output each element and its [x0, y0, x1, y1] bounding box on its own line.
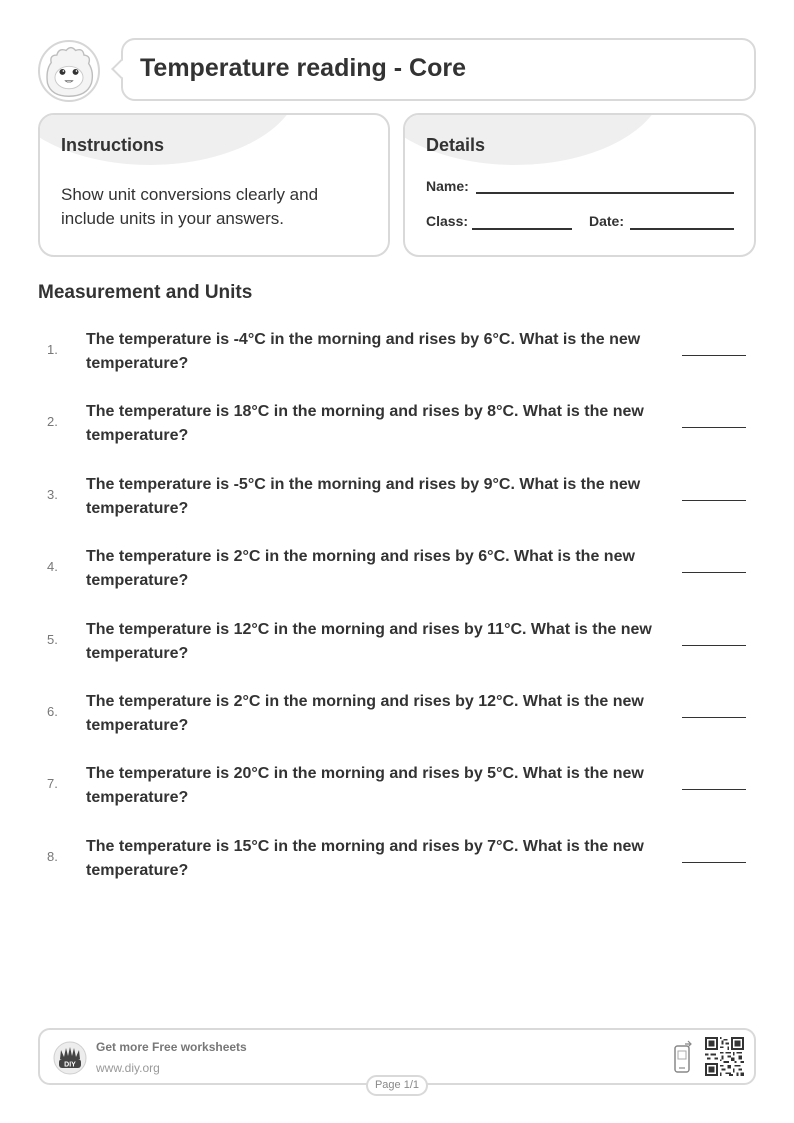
question-item	[38, 762, 748, 822]
answer-line[interactable]	[682, 789, 746, 790]
question-number: 5.	[47, 632, 58, 647]
question-item	[38, 473, 748, 533]
question-text: The temperature is 15°C in the morning and rises by 7°C. What is the new temperature?	[86, 838, 644, 879]
answer-line[interactable]	[682, 862, 746, 863]
answer-line[interactable]	[682, 572, 746, 573]
class-field[interactable]	[472, 228, 572, 230]
question-text: The temperature is 12°C in the morning and rises by 11°C. What is the new temperature?	[86, 621, 652, 662]
question-number: 3.	[47, 487, 58, 502]
section-title: Measurement and Units	[38, 282, 253, 303]
question-number: 1.	[47, 342, 58, 357]
question-number: 6.	[47, 704, 58, 719]
page-indicator: Page 1/1	[366, 1075, 428, 1096]
date-label: Date:	[589, 213, 625, 229]
page-title: Temperature reading - Core	[140, 54, 467, 82]
qr-code-icon	[705, 1037, 744, 1076]
answer-line[interactable]	[682, 500, 746, 501]
question-number: 8.	[47, 849, 58, 864]
question-number: 4.	[47, 559, 58, 574]
question-text: The temperature is 20°C in the morning and rises by 5°C. What is the new temperature?	[86, 765, 644, 806]
question-text: The temperature is 2°C in the morning and rises by 12°C. What is the new temperature?	[86, 693, 644, 734]
yeti-mascot-icon	[38, 40, 100, 102]
question-number: 2.	[47, 414, 58, 429]
question-item	[38, 545, 748, 605]
answer-line[interactable]	[682, 717, 746, 718]
question-text: The temperature is -4°C in the morning and rises by 6°C. What is the new temperature?	[86, 331, 641, 372]
question-text: The temperature is 18°C in the morning and rises by 8°C. What is the new temperature?	[86, 403, 644, 444]
details-heading: Details	[426, 135, 486, 155]
details-panel	[403, 113, 756, 257]
footer-title: Get more Free worksheets	[96, 1040, 247, 1054]
phone-icon	[673, 1040, 693, 1074]
name-label: Name:	[426, 178, 469, 194]
title-box	[121, 38, 756, 101]
question-item	[38, 400, 748, 460]
question-item	[38, 835, 748, 895]
name-field[interactable]	[476, 192, 734, 194]
logo-text: DIY	[64, 1061, 76, 1069]
question-item	[38, 328, 748, 388]
question-item	[38, 690, 748, 750]
answer-line[interactable]	[682, 645, 746, 646]
footer-link[interactable]: www.diy.org	[96, 1061, 160, 1075]
class-label: Class:	[426, 213, 469, 229]
answer-line[interactable]	[682, 427, 746, 428]
instructions-heading: Instructions	[61, 135, 165, 155]
question-item	[38, 618, 748, 678]
question-text: The temperature is -5°C in the morning and rises by 9°C. What is the new temperature?	[86, 476, 641, 517]
answer-line[interactable]	[682, 355, 746, 356]
date-field[interactable]	[630, 228, 734, 230]
diy-logo-icon[interactable]	[53, 1041, 87, 1075]
instructions-text: Show unit conversions clearly and include units in your answers.	[61, 185, 319, 228]
speech-bubble-tail	[111, 59, 131, 79]
question-number: 7.	[47, 776, 58, 791]
question-text: The temperature is 2°C in the morning and rises by 6°C. What is the new temperature?	[86, 548, 635, 589]
instructions-panel	[38, 113, 390, 257]
